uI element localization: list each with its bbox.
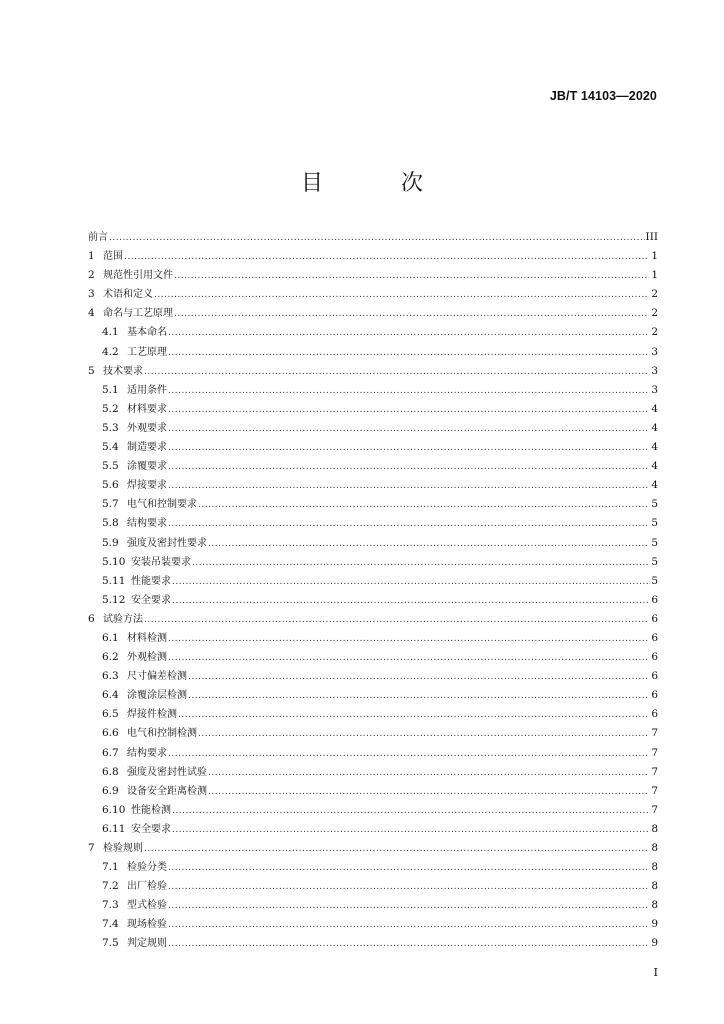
toc-entry[interactable] (88, 648, 658, 667)
toc-entry-label: 技术要求 (103, 365, 143, 377)
toc-entry-number: 5.1 (102, 383, 119, 396)
toc-entry[interactable] (88, 705, 658, 724)
toc-entry-label: 外观检测 (127, 652, 167, 664)
toc-entry-number: 3 (88, 288, 95, 301)
toc-entry-number: 6.5 (102, 708, 119, 721)
toc-entry[interactable] (88, 686, 658, 705)
toc-entry[interactable] (88, 820, 658, 839)
toc-entry[interactable] (88, 763, 658, 782)
toc-dot-leader (168, 630, 649, 649)
toc-dot-leader (174, 267, 649, 286)
toc-entry-label: 材料要求 (127, 403, 167, 415)
toc-dot-leader (172, 573, 649, 592)
toc-entry-label: 命名与工艺原理 (103, 308, 173, 320)
toc-entry-label: 出厂检验 (127, 881, 167, 893)
toc-entry-page: 6 (651, 689, 658, 702)
toc-entry[interactable] (88, 476, 658, 495)
toc-entry-number: 6.9 (102, 784, 119, 797)
toc-entry-page: 7 (651, 746, 658, 759)
toc-entry-label: 术语和定义 (103, 289, 153, 301)
toc-entry-page: 4 (651, 479, 658, 492)
toc-entry-page: 6 (651, 631, 658, 644)
toc-entry-label: 适用条件 (127, 384, 167, 396)
toc-entry-label: 安全要求 (131, 594, 171, 606)
toc-dot-leader (172, 592, 649, 611)
toc-entry-page: 6 (651, 670, 658, 683)
toc-entry-page: 8 (651, 880, 658, 893)
toc-dot-leader (168, 897, 649, 916)
toc-dot-leader (144, 840, 649, 859)
toc-entry-page: 5 (651, 574, 658, 587)
toc-dot-leader (192, 554, 649, 573)
toc-entry-number: 7.3 (102, 899, 119, 912)
toc-entry-page: III (645, 231, 658, 243)
toc-dot-leader (168, 401, 649, 420)
toc-dot-leader (188, 687, 649, 706)
table-of-contents (88, 228, 658, 954)
toc-entry-number: 5.4 (102, 441, 119, 454)
toc-entry-number: 6.3 (102, 670, 119, 683)
toc-entry-page: 9 (651, 937, 658, 950)
toc-entry[interactable] (88, 266, 658, 285)
toc-entry-number: 5.5 (102, 460, 119, 473)
toc-dot-leader (208, 535, 649, 554)
toc-entry-page: 6 (651, 593, 658, 606)
toc-entry[interactable] (88, 572, 658, 591)
toc-entry[interactable] (88, 285, 658, 304)
toc-dot-leader (168, 649, 649, 668)
toc-entry-number: 4.2 (102, 345, 119, 358)
toc-dot-leader (168, 477, 649, 496)
toc-dot-leader (168, 859, 649, 878)
standard-code: JB/T 14103—2020 (549, 89, 657, 103)
toc-entry-number: 7.5 (102, 937, 119, 950)
page-title: 目 次 (300, 171, 451, 196)
toc-entry-page: 8 (651, 842, 658, 854)
toc-entry-label: 型式检验 (127, 900, 167, 912)
toc-entry[interactable] (88, 667, 658, 686)
toc-entry-page: 6 (651, 708, 658, 721)
toc-dot-leader (109, 229, 645, 248)
toc-entry-number: 6.2 (102, 651, 119, 664)
toc-entry-label: 材料检测 (127, 632, 167, 644)
toc-entry[interactable] (88, 782, 658, 801)
toc-entry[interactable] (88, 304, 658, 323)
toc-entry-number: 4.1 (102, 326, 119, 339)
toc-entry-page: 7 (651, 803, 658, 816)
toc-entry-number: 7.4 (102, 918, 119, 931)
toc-entry-page: 1 (651, 250, 658, 263)
toc-dot-leader (154, 286, 649, 305)
toc-entry-number: 2 (88, 269, 95, 282)
toc-entry[interactable] (88, 553, 658, 572)
toc-entry-label: 安装吊装要求 (131, 556, 191, 568)
toc-entry[interactable] (88, 362, 658, 381)
toc-entry-page: 6 (651, 612, 658, 625)
toc-entry-label: 试验方法 (103, 613, 143, 625)
toc-entry-label: 制造要求 (127, 442, 167, 454)
toc-entry-label: 尺寸偏差检测 (127, 671, 187, 683)
toc-entry-page: 1 (651, 269, 658, 282)
toc-dot-leader (168, 916, 649, 935)
toc-entry[interactable] (88, 629, 658, 648)
toc-entry[interactable] (88, 438, 658, 457)
toc-entry-page: 5 (651, 498, 658, 511)
toc-entry-number: 5.9 (102, 536, 119, 549)
toc-entry[interactable] (88, 915, 658, 934)
toc-entry-page: 2 (651, 288, 658, 301)
toc-entry-number: 5.10 (102, 555, 126, 568)
toc-entry-page: 8 (651, 899, 658, 912)
toc-entry-label: 基本命名 (127, 327, 167, 339)
toc-entry-page: 9 (651, 918, 658, 931)
toc-entry-page: 7 (651, 765, 658, 778)
toc-dot-leader (172, 802, 649, 821)
toc-entry-number: 6.1 (102, 631, 119, 644)
toc-entry-label: 设备安全距离检测 (127, 785, 207, 797)
toc-entry-page: 5 (651, 536, 658, 549)
toc-entry[interactable] (88, 724, 658, 743)
toc-entry[interactable] (88, 343, 658, 362)
toc-entry-number: 5 (88, 364, 95, 377)
toc-entry-page: 5 (651, 517, 658, 530)
toc-entry-number: 6.10 (102, 803, 126, 816)
toc-entry-label: 外观要求 (127, 422, 167, 434)
toc-entry[interactable] (88, 534, 658, 553)
toc-dot-leader (188, 668, 649, 687)
toc-dot-leader (198, 725, 649, 744)
toc-entry-label: 电气和控制检测 (127, 728, 197, 740)
toc-entry-label: 规范性引用文件 (103, 270, 173, 282)
toc-dot-leader (172, 821, 649, 840)
toc-entry-label: 性能要求 (131, 575, 171, 587)
toc-entry-page: 4 (651, 460, 658, 473)
toc-entry-page: 4 (651, 441, 658, 454)
toc-entry-number: 5.11 (102, 574, 126, 587)
toc-entry-number: 5.7 (102, 498, 119, 511)
toc-entry-label: 检验分类 (127, 862, 167, 874)
toc-entry-page: 2 (651, 326, 658, 339)
toc-dot-leader (168, 324, 649, 343)
toc-entry[interactable] (88, 858, 658, 877)
toc-entry-label: 涂覆涂层检测 (127, 690, 187, 702)
toc-dot-leader (168, 382, 649, 401)
toc-entry[interactable] (88, 877, 658, 896)
toc-entry-label: 现场检验 (127, 919, 167, 931)
toc-entry[interactable] (88, 744, 658, 763)
toc-entry-label: 结构要求 (127, 518, 167, 530)
toc-dot-leader (168, 935, 649, 954)
toc-entry[interactable] (88, 323, 658, 342)
toc-entry[interactable] (88, 381, 658, 400)
toc-entry-label: 安全要求 (131, 823, 171, 835)
toc-entry-page: 8 (651, 822, 658, 835)
toc-entry-label: 性能检测 (131, 804, 171, 816)
toc-entry[interactable] (88, 228, 658, 247)
toc-entry-label: 焊接件检测 (127, 709, 177, 721)
toc-entry-number: 7.2 (102, 880, 119, 893)
toc-entry-label: 涂覆要求 (127, 461, 167, 473)
toc-dot-leader (198, 496, 649, 515)
toc-entry-number: 6 (88, 612, 95, 625)
toc-dot-leader (144, 363, 649, 382)
page-number: I (653, 966, 658, 979)
toc-entry-page: 4 (651, 402, 658, 415)
toc-dot-leader (178, 706, 649, 725)
toc-entry-number: 6.6 (102, 727, 119, 740)
toc-entry-label: 强度及密封性试验 (127, 766, 207, 778)
toc-entry[interactable] (88, 457, 658, 476)
toc-entry-page: 7 (651, 727, 658, 740)
toc-dot-leader (168, 458, 649, 477)
toc-dot-leader (208, 764, 649, 783)
toc-entry-number: 7.1 (102, 861, 119, 874)
toc-dot-leader (174, 305, 649, 324)
toc-dot-leader (168, 439, 649, 458)
toc-entry-label: 工艺原理 (127, 346, 167, 358)
toc-entry-page: 3 (651, 345, 658, 358)
toc-entry-number: 6.7 (102, 746, 119, 759)
toc-entry-number: 5.12 (102, 593, 126, 606)
toc-entry[interactable] (88, 896, 658, 915)
toc-entry[interactable] (88, 934, 658, 953)
toc-dot-leader (168, 878, 649, 897)
toc-entry[interactable] (88, 591, 658, 610)
toc-entry[interactable] (88, 495, 658, 514)
toc-entry-number: 5.3 (102, 421, 119, 434)
toc-entry-label: 结构要求 (127, 747, 167, 759)
toc-entry-number: 7 (88, 842, 95, 854)
toc-entry[interactable] (88, 801, 658, 820)
toc-entry-number: 5.6 (102, 479, 119, 492)
toc-entry-label: 强度及密封性要求 (127, 537, 207, 549)
toc-entry[interactable] (88, 419, 658, 438)
toc-dot-leader (168, 745, 649, 764)
toc-dot-leader (208, 783, 649, 802)
toc-entry-page: 6 (651, 651, 658, 664)
toc-entry-number: 1 (88, 250, 95, 263)
toc-entry-page: 5 (651, 555, 658, 568)
toc-entry-page: 8 (651, 861, 658, 874)
toc-entry[interactable] (88, 247, 658, 266)
toc-entry-page: 3 (651, 383, 658, 396)
toc-entry-number: 6.11 (102, 822, 126, 835)
toc-entry-page: 4 (651, 421, 658, 434)
toc-dot-leader (124, 248, 649, 267)
toc-entry[interactable] (88, 514, 658, 533)
toc-entry-page: 3 (651, 364, 658, 377)
toc-entry-number: 4 (88, 307, 95, 320)
toc-dot-leader (168, 344, 649, 363)
toc-dot-leader (168, 420, 649, 439)
toc-entry[interactable] (88, 839, 658, 858)
toc-entry-label: 检验规则 (103, 843, 143, 854)
toc-entry-number: 5.8 (102, 517, 119, 530)
toc-entry-number: 6.4 (102, 689, 119, 702)
toc-entry-label: 电气和控制要求 (127, 499, 197, 511)
toc-entry-number: 5.2 (102, 402, 119, 415)
toc-entry[interactable] (88, 400, 658, 419)
toc-entry-label: 范围 (103, 251, 123, 263)
toc-entry-label: 判定规则 (127, 938, 167, 950)
toc-entry-page: 2 (651, 307, 658, 320)
toc-entry-page: 7 (651, 784, 658, 797)
toc-entry-label: 前言 (88, 232, 108, 243)
toc-entry-number: 6.8 (102, 765, 119, 778)
toc-dot-leader (144, 611, 649, 630)
toc-entry[interactable] (88, 610, 658, 629)
toc-entry-label: 焊接要求 (127, 480, 167, 492)
toc-dot-leader (168, 515, 649, 534)
